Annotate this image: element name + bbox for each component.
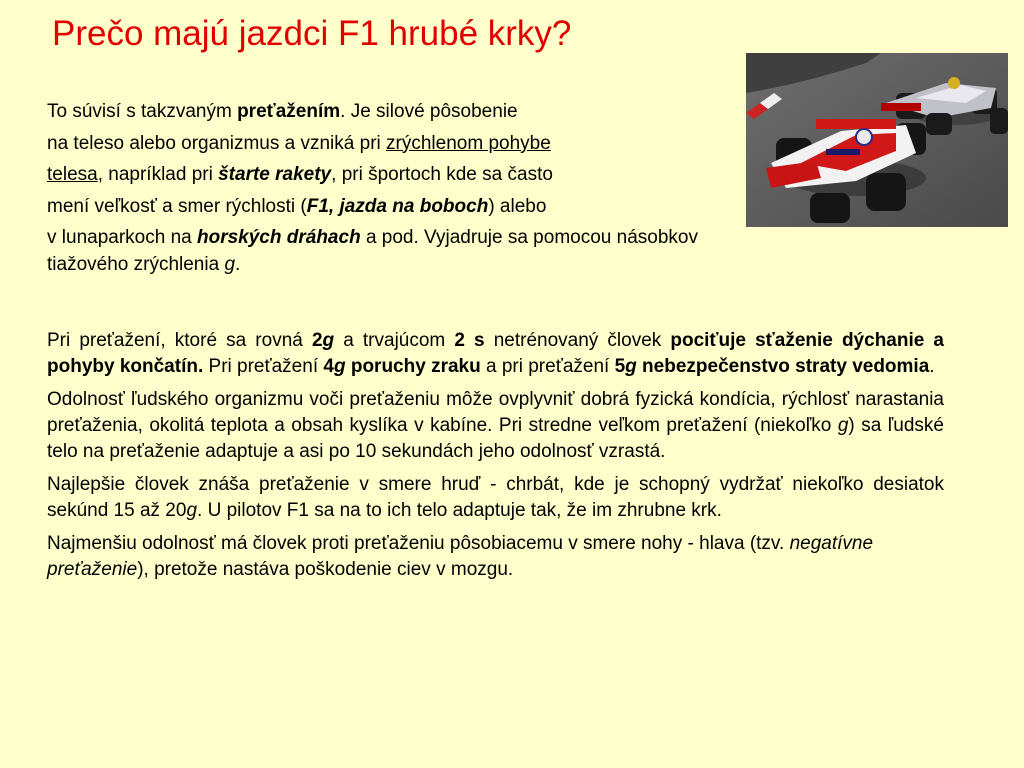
- link-telesa[interactable]: telesa: [47, 164, 98, 185]
- text: .: [235, 253, 241, 275]
- text: mení veľkosť a smer rýchlosti (: [47, 195, 307, 217]
- text: Najmenšiu odolnosť má človek proti preťaženiu pôsobiacemu v smere nohy - hlava (tzv.: [47, 533, 790, 554]
- body-text: [47, 328, 944, 590]
- text: Odolnosť ľudského organizmu voči preťaženiu môže ovplyvniť dobrá fyzická kondícia, rýchlosť narastania preťaženia, okolitá teplota a obsah kyslíka v kabíne. Pri stredne veľkom preťažení (niekoľko: [47, 389, 944, 436]
- text: ) alebo: [488, 195, 547, 217]
- term: pociťuje sťaženie dýchanie a pohyby končatín.: [47, 330, 944, 377]
- text: a pod. Vyjadruje sa pomocou násobkov: [360, 227, 698, 248]
- value: 4: [323, 356, 334, 377]
- text: tiažového zrýchlenia: [47, 253, 225, 275]
- text: Pri preťažení: [203, 356, 324, 377]
- term: poruchy zraku: [345, 356, 481, 377]
- intro-line-5: [47, 222, 947, 254]
- value: 2: [311, 330, 323, 351]
- text: Pri preťažení, ktoré sa rovná: [47, 330, 312, 351]
- term-start-rakety: štarte rakety: [218, 164, 332, 185]
- paragraph-effects: [47, 328, 944, 380]
- text: . Je silové pôsobenie: [340, 101, 518, 122]
- text: .: [929, 356, 935, 377]
- slide-title: Prečo majú jazdci F1 hrubé krky?: [52, 14, 572, 53]
- symbol-g: g: [186, 500, 198, 521]
- term-f1-boby: F1, jazda na boboch: [306, 195, 489, 217]
- paragraph-resistance: [47, 387, 944, 465]
- term-horske-drahy: horských dráhach: [197, 227, 361, 248]
- text: . U pilotov F1 sa na to ich telo adaptuje tak, že im zhrubne krk.: [197, 500, 722, 521]
- intro-line-1: [47, 96, 947, 128]
- text: To súvisí s takzvaným: [47, 101, 238, 122]
- intro-line-6: [47, 254, 947, 276]
- text: Najlepšie človek znáša preťaženie v smere hruď - chrbát, kde je schopný vydržať niekoľko desiatok sekúnd 15 až 20: [47, 474, 944, 521]
- intro-line-4: [47, 191, 947, 223]
- symbol-g: g: [224, 253, 236, 275]
- text: netrénovaný človek: [484, 330, 671, 351]
- value: 5: [614, 356, 626, 377]
- term-pretazenie: preťažením: [237, 101, 341, 122]
- text: , pri športoch kde sa často: [331, 164, 553, 185]
- text: ), pretože nastáva poškodenie ciev v mozgu.: [137, 559, 514, 580]
- value: 2 s: [454, 330, 485, 351]
- term: nebezpečenstvo straty vedomia: [636, 356, 930, 377]
- term-negative: negatívne preťaženie: [47, 533, 874, 580]
- symbol-g: g: [837, 415, 849, 436]
- intro-line-2: [47, 128, 947, 160]
- text: ) sa ľudské telo na preťaženie adaptuje a asi po 10 sekundách jeho odolnosť vzrastá.: [47, 415, 945, 462]
- intro-paragraph: [47, 96, 947, 276]
- link-zrychleny-pohyb[interactable]: zrýchlenom pohybe: [386, 132, 551, 154]
- text: a pri preťažení: [480, 356, 615, 377]
- paragraph-best-direction: [47, 472, 944, 524]
- paragraph-negative: [47, 531, 944, 583]
- symbol-g: g: [322, 330, 335, 351]
- text: na teleso alebo organizmus a vzniká pri: [47, 132, 387, 154]
- text: a trvajúcom: [334, 330, 455, 351]
- intro-line-3: [47, 159, 947, 191]
- symbol-g: g: [625, 356, 637, 377]
- text: v lunaparkoch na: [47, 227, 197, 248]
- symbol-g: g: [333, 356, 346, 377]
- text: , napríklad pri: [97, 164, 219, 185]
